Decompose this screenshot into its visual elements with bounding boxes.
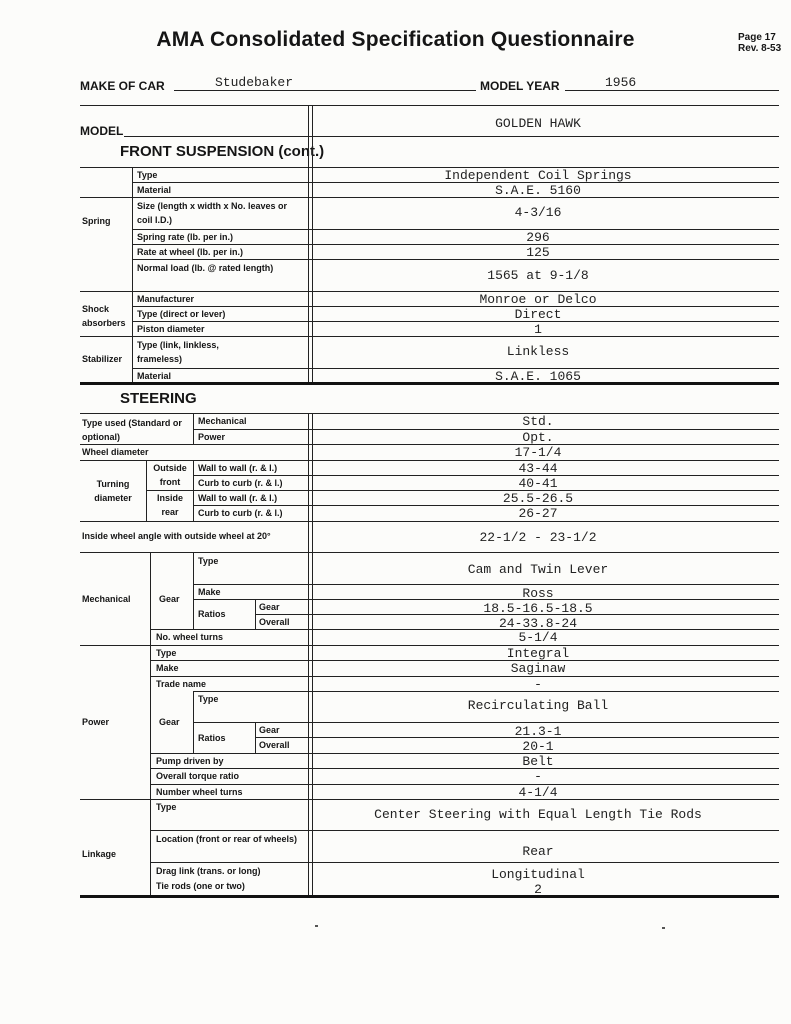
outside-curb-value: 40-41 bbox=[518, 476, 558, 491]
type-used-label: Type used (Standard or optional) bbox=[82, 418, 182, 442]
model-value: GOLDEN HAWK bbox=[495, 116, 581, 131]
power-gear-type-value: Recirculating Ball bbox=[467, 698, 609, 713]
revision-label: Rev. 8-53 bbox=[738, 43, 782, 54]
type-used-mechanical-value: Std. bbox=[522, 414, 554, 429]
power-type-value: Integral bbox=[506, 646, 570, 661]
mechanical-make-label: Make bbox=[198, 587, 221, 597]
steering-heading: STEERING bbox=[120, 390, 197, 407]
outside-curb-label: Curb to curb (r. & l.) bbox=[198, 478, 283, 488]
linkage-tie-value: 2 bbox=[534, 882, 542, 897]
type-used-power-label: Power bbox=[198, 432, 226, 442]
power-ratios-label: Ratios bbox=[198, 733, 226, 743]
front-row-value: Monroe or Delco bbox=[479, 292, 597, 307]
front-suspension-heading: FRONT SUSPENSION (cont.) bbox=[120, 143, 325, 160]
mechanical-gear-ratio-value: 18.5-16.5-18.5 bbox=[483, 601, 593, 616]
make-label: MAKE OF CAR bbox=[80, 79, 165, 93]
power-make-label: Make bbox=[156, 663, 179, 673]
group-stabilizer: Stabilizer bbox=[82, 354, 123, 364]
type-used-power-value: Opt. bbox=[522, 430, 554, 445]
front-row-label: Normal load (lb. @ rated length) bbox=[137, 263, 274, 273]
front-row-value: Direct bbox=[514, 307, 562, 322]
wheel-diameter-label: Wheel diameter bbox=[82, 447, 149, 457]
model-label: MODEL bbox=[80, 124, 124, 138]
front-row-label: Rate at wheel (lb. per in.) bbox=[137, 247, 244, 257]
inside-wall-label: Wall to wall (r. & l.) bbox=[198, 493, 278, 503]
power-overall-label: Overall bbox=[259, 740, 290, 750]
page-number bbox=[738, 32, 781, 54]
power-gear-ratio-label: Gear bbox=[259, 725, 280, 735]
outside-wall-label: Wall to wall (r. & l.) bbox=[198, 463, 278, 473]
linkage-type-label: Type bbox=[156, 802, 177, 812]
year-label: MODEL YEAR bbox=[480, 79, 560, 93]
type-used-mechanical-label: Mechanical bbox=[198, 416, 247, 426]
inside-angle-label: Inside wheel angle with outside wheel at 20° bbox=[82, 531, 271, 541]
front-row-value: S.A.E. 1065 bbox=[495, 369, 581, 384]
mechanical-type-label: Type bbox=[198, 556, 219, 566]
mechanical-turns-value: 5-1/4 bbox=[518, 630, 558, 645]
wheel-diameter-value: 17-1/4 bbox=[514, 445, 562, 460]
mechanical-gear-ratio-label: Gear bbox=[259, 602, 280, 612]
front-row-value: 1565 at 9-1/8 bbox=[487, 268, 589, 283]
turning-diameter-label: Turning diameter bbox=[94, 479, 132, 503]
group-spring: Spring bbox=[82, 216, 111, 226]
power-gear-type-label: Type bbox=[198, 694, 219, 704]
scan-speck bbox=[315, 925, 318, 927]
front-row-value: 296 bbox=[526, 230, 550, 245]
inside-curb-label: Curb to curb (r. & l.) bbox=[198, 508, 283, 518]
mechanical-ratios-label: Ratios bbox=[198, 609, 226, 619]
mechanical-overall-value: 24-33.8-24 bbox=[498, 616, 577, 631]
mechanical-type-value: Cam and Twin Lever bbox=[467, 562, 609, 577]
power-torque-label: Overall torque ratio bbox=[156, 771, 240, 781]
power-turns-value: 4-1/4 bbox=[518, 785, 558, 800]
linkage-label: Linkage bbox=[82, 849, 117, 859]
front-row-value: Linkless bbox=[506, 344, 570, 359]
front-row-label: Material bbox=[137, 371, 172, 381]
mechanical-overall-label: Overall bbox=[259, 617, 290, 627]
front-row-label: Spring rate (lb. per in.) bbox=[137, 232, 234, 242]
front-row-value: Independent Coil Springs bbox=[444, 168, 632, 183]
front-row-label: Manufacturer bbox=[137, 294, 195, 304]
year-value: 1956 bbox=[605, 75, 637, 90]
power-pump-label: Pump driven by bbox=[156, 756, 224, 766]
inside-curb-value: 26-27 bbox=[518, 506, 558, 521]
mechanical-label: Mechanical bbox=[82, 594, 131, 604]
linkage-drag-value: Longitudinal bbox=[491, 867, 585, 882]
power-label: Power bbox=[82, 717, 110, 727]
outside-wall-value: 43-44 bbox=[518, 461, 558, 476]
front-row-label: Type (direct or lever) bbox=[137, 309, 226, 319]
front-row-value: 4-3/16 bbox=[514, 205, 562, 220]
front-row-label: Size (length x width x No. leaves or coil I.D.) bbox=[137, 201, 288, 225]
linkage-drag-label: Drag link (trans. or long) bbox=[156, 866, 261, 876]
linkage-location-value: Rear bbox=[522, 844, 554, 859]
group-shock-absorbers: Shock absorbers bbox=[82, 304, 126, 328]
front-row-value: 1 bbox=[534, 322, 542, 337]
front-row-label: Piston diameter bbox=[137, 324, 205, 334]
power-gear-label: Gear bbox=[159, 717, 180, 727]
power-trade-label: Trade name bbox=[156, 679, 207, 689]
power-gear-ratio-value: 21.3-1 bbox=[514, 724, 562, 739]
front-row-value: S.A.E. 5160 bbox=[495, 183, 581, 198]
mechanical-make-value: Ross bbox=[522, 586, 554, 601]
power-make-value: Saginaw bbox=[510, 661, 566, 676]
power-torque-value: - bbox=[534, 769, 542, 784]
mechanical-turns-label: No. wheel turns bbox=[156, 632, 224, 642]
scan-speck bbox=[662, 927, 665, 929]
front-row-value: 125 bbox=[526, 245, 550, 260]
front-row-label: Type bbox=[137, 170, 158, 180]
linkage-location-label: Location (front or rear of wheels) bbox=[156, 834, 298, 844]
power-pump-value: Belt bbox=[522, 754, 554, 769]
inside-wall-value: 25.5-26.5 bbox=[502, 491, 574, 506]
power-trade-value: - bbox=[534, 677, 542, 692]
linkage-tie-label: Tie rods (one or two) bbox=[156, 881, 245, 891]
power-type-label: Type bbox=[156, 648, 177, 658]
page-label: Page 17 bbox=[738, 32, 776, 43]
front-row-label: Material bbox=[137, 185, 172, 195]
power-overall-value: 20-1 bbox=[522, 739, 554, 754]
power-turns-label: Number wheel turns bbox=[156, 787, 243, 797]
page-title: AMA Consolidated Specification Questionnaire bbox=[156, 28, 635, 51]
mechanical-gear-label: Gear bbox=[159, 594, 180, 604]
outside-front-label: Outside front bbox=[153, 463, 187, 487]
make-value: Studebaker bbox=[215, 75, 294, 90]
inside-angle-value: 22-1/2 - 23-1/2 bbox=[479, 530, 597, 545]
front-row-label: Type (link, linkless, frameless) bbox=[137, 340, 219, 364]
linkage-type-value: Center Steering with Equal Length Tie Rods bbox=[374, 807, 702, 822]
inside-rear-label: Inside rear bbox=[156, 493, 183, 517]
